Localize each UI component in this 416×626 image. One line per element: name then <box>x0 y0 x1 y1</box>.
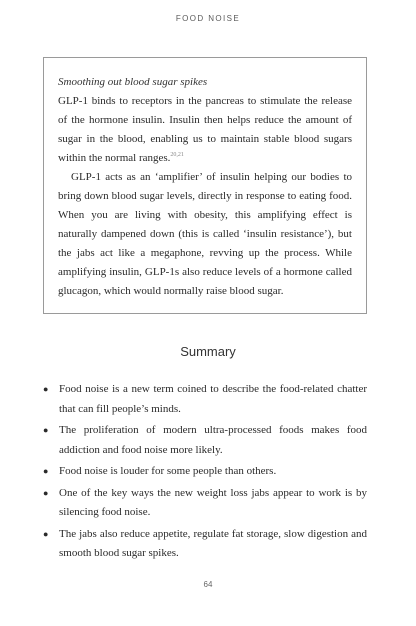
box-title: Smoothing out blood sugar spikes <box>58 76 208 88</box>
page-number: 64 <box>203 580 213 589</box>
bullet-icon: ● <box>43 384 49 394</box>
summary-item-text: The jabs also reduce appetite, regulate fat storage, slow digestion and smooth blood sugar spikes. <box>59 527 367 559</box>
summary-item <box>43 421 367 460</box>
summary-item <box>43 380 367 419</box>
bullet-icon: ● <box>43 425 49 435</box>
box-paragraph-2: GLP-1 acts as an ‘amplifier’ of insulin helping our bodies to bring down blood sugar levels, directly in response to eating food. When you are living with obesity, this amplifying effect is naturally dampened down (this is called ‘insulin resistance’), but the jabs act like a megaphone, revving up the process. While amplifying insulin, GLP-1s also reduce levels of a hormone called glucagon, which would normally raise blood sugar. <box>58 171 352 297</box>
summary-heading: Summary <box>180 344 236 359</box>
summary-item <box>43 525 367 564</box>
summary-item <box>43 462 367 482</box>
running-head: FOOD NOISE <box>175 14 241 23</box>
box-paragraph-1-text: GLP-1 binds to receptors in the pancreas to stimulate the release of the hormone insulin. Insulin then helps reduce the amount of sugar in the blood, enabling us to maintain stable blood sugars within the normal ranges. <box>58 95 352 164</box>
box-paragraph-1 <box>58 92 352 168</box>
summary-item-text: Food noise is louder for some people than others. <box>59 465 277 477</box>
summary-item <box>43 484 367 523</box>
summary-item-text: One of the key ways the new weight loss jabs appear to work is by silencing food noise. <box>59 486 367 518</box>
summary-list <box>43 380 367 566</box>
bullet-icon: ● <box>43 528 49 539</box>
summary-item-text: The proliferation of modern ultra-processed foods makes food addiction and food noise more likely. <box>59 424 367 456</box>
bullet-icon: ● <box>43 487 49 498</box>
sidebar-box <box>43 57 367 314</box>
summary-item-text: Food noise is a new term coined to describe the food-related chatter that can fill people’s minds. <box>59 383 367 415</box>
reference-superscript: 20,21 <box>170 152 184 158</box>
bullet-icon: ● <box>43 466 49 476</box>
